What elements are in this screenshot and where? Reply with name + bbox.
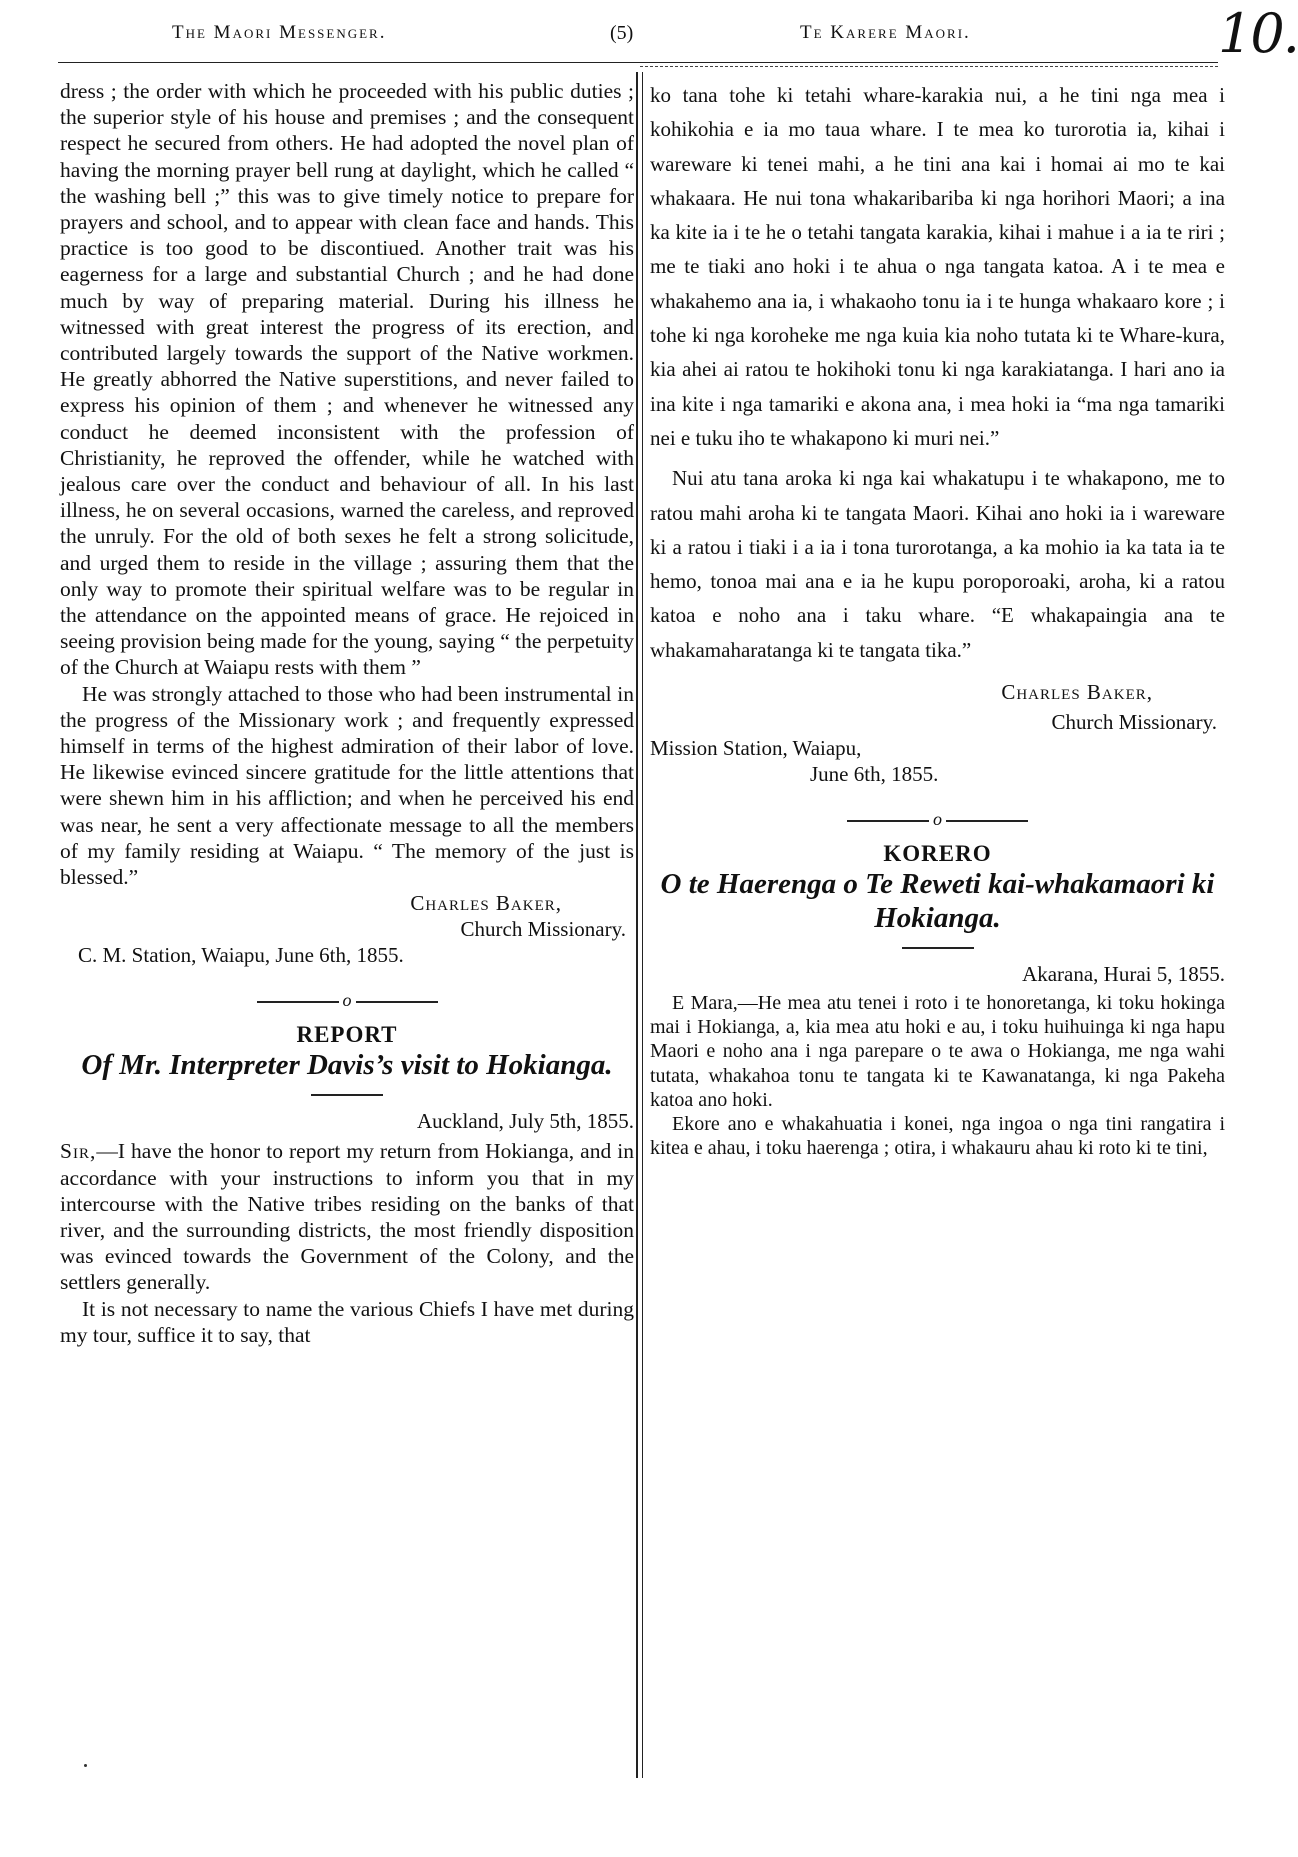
- english-column: [60, 78, 634, 1348]
- letter-dateline: Auckland, July 5th, 1855.: [417, 1109, 634, 1134]
- maori-section-divider: o: [650, 809, 1225, 829]
- page-number: (5): [610, 22, 634, 44]
- maori-letter-dateline: Akarana, Hurai 5, 1855.: [1022, 962, 1225, 987]
- section-divider: o: [60, 990, 634, 1010]
- obituary-paragraph-1: dress ; the order with which he proceeded with his public duties ; the superior style of his house and premises ; and the consequent respect he secured from others. He had adopted the novel plan of having the morning prayer bell rung at daylight, which he called “ the washing bell ;” this was to give timely notice to prepare for prayers and school, and to appear with clean face and hands. This practice is too good to be discontiued. Another trait was his eagerness for a large and substantial Church ; and he had done much by way of preparing material. During his illness he witnessed with great interest the progress of its erection, and contributed largely towards the support of the Native workmen. He greatly abhorred the Native superstitions, and never failed to express his opinion of them ; and whenever he witnessed any conduct he deemed inconsistent with the profession of Christianity, he reproved the offender, while he watched with jealous care over the conduct and behaviour of all. In his last illness, he on several occasions, warned the careless, and reproved the unruly. For the old of both sexes he felt a strong solicitude, and urged them to reside in the village ; assuring them that the only way to promote their spiritual welfare was to be regular in the attendance on the appointed means of grace. He rejoiced in seeing provision being made for the young, saying “ the perpetuity of the Church at Waiapu rests with them ”: [60, 79, 634, 680]
- report-title: REPORT: [296, 1022, 398, 1048]
- maori-paragraph-1: ko tana tohe ki tetahi whare-karakia nui, a he tini nga mea i kohikohia e ia mo taua whare. I te mea ko turorotia ia, kihai i wareware ki tenei mahi, a he tini ana kai i homai ai mo te kai whakaara. He nui tona whakaribariba ki nga horihori Maori; a ina ka kite ia i te he o tetahi tangata karakia, kihai i mahue i a ia te riri ; me te tiaki ano hoki i te ahua o nga tangata katoa. A i te mea e whakahemo ana ia, i whakaoho tonu ia i te hunga whakaaro kore ; i tohe ki nga koroheke me nga kuia kia noho tutata ki te Whare-kura, kia ahei ai ratou te hokihoki tonu ki nga karakiatanga. I hari ano ia ina kite i nga tamariki e akona ana, i mea hoki ia “ma nga tamariki nei e tuku iho te whakapono ki muri nei.”: [650, 83, 1225, 450]
- handwritten-folio: 10.: [1218, 2, 1298, 65]
- header-rule-dashed: [640, 66, 1218, 67]
- signature-name: Charles Baker,: [410, 891, 562, 916]
- maori-paragraph-2: Nui atu tana aroka ki nga kai whakatupu i te whakapono, me to ratou mahi aroha ki te tangata Maori. Kihai ano hoki ia i wareware ki a ratou i tiaki i a ia i tona turorotanga, a ka mohio ia ka tata ia te hemo, tonoa mai ana e ia he kupu poroporoaki, aroha, ki a ratou katoa e noho ana i taku whare. “E whakapaingia ana te whakamaharatanga ki te tangata tika.”: [650, 466, 1225, 662]
- title-rule: [311, 1094, 383, 1096]
- report-subtitle: Of Mr. Interpreter Davis’s visit to Hokianga.: [81, 1049, 613, 1082]
- header-rule: [58, 62, 1218, 63]
- maori-signature-role: Church Missionary.: [1051, 710, 1217, 735]
- report-paragraph-2: It is not necessary to name the various Chiefs I have met during my tour, suffice it to say, that: [60, 1296, 634, 1347]
- korero-title: KORERO: [883, 841, 992, 867]
- maori-title-rule: [902, 947, 974, 949]
- maori-report-paragraph-1: E Mara,—He mea atu tenei i roto i te honoretanga, ki toku hokinga mai i Hokianga, a, kia mea atu hoki e au, i toku huihuinga ki nga hapu Maori e noho ana i nga parepare o te awa o Hokianga, me nga wahi tutata, whakahoa tonu te tangata ki te Kawanatanga, ki nga Pakeha katoa ano hoki.: [650, 992, 1225, 1111]
- report-paragraph-1-text: —I have the honor to report my return from Hokianga, and in accordance with your instructions to inform you that in my intercourse with the Native tribes residing on the banks of that river, and the surrounding districts, the most friendly disposition was evinced towards the Government of the Colony, and the settlers generally.: [60, 1139, 634, 1295]
- korero-subtitle: O te Haerenga o Te Reweti kai-whakamaori ki Hokianga.: [660, 868, 1215, 935]
- salutation: Sir,: [60, 1139, 97, 1164]
- obituary-paragraph-2: He was strongly attached to those who had been instrumental in the progress of the Missionary work ; and frequently expressed himself in terms of the highest admiration of their labor of love. He likewise evinced sincere gratitude for the little attentions that were shewn him in his affliction; and when he perceived his end was near, he sent a very affectionate message to all the members of my family residing at Waiapu. “ The memory of the just is blessed.”: [60, 681, 634, 890]
- signature-role: Church Missionary.: [460, 917, 626, 942]
- maori-column: [650, 78, 1225, 1160]
- column-divider: [636, 72, 638, 1778]
- column-divider-inner: [642, 72, 643, 1778]
- maori-station: Mission Station, Waiapu,: [650, 736, 862, 761]
- maori-signature-name: Charles Baker,: [1001, 680, 1153, 705]
- station-dateline: C. M. Station, Waiapu, June 6th, 1855.: [78, 943, 404, 968]
- running-header-english: The Maori Messenger.: [172, 22, 387, 43]
- report-paragraph-1: [60, 1138, 634, 1295]
- running-header-maori: Te Karere Maori.: [800, 22, 971, 43]
- maori-report-paragraph-2: Ekore ano e whakahuatia i konei, nga ingoa o nga tini rangatira i kitea e ahau, i toku haerenga ; otira, i whakauru ahau ki roto ki te tini,: [650, 1113, 1225, 1160]
- maori-date: June 6th, 1855.: [810, 762, 939, 787]
- ink-speck: [84, 1764, 87, 1767]
